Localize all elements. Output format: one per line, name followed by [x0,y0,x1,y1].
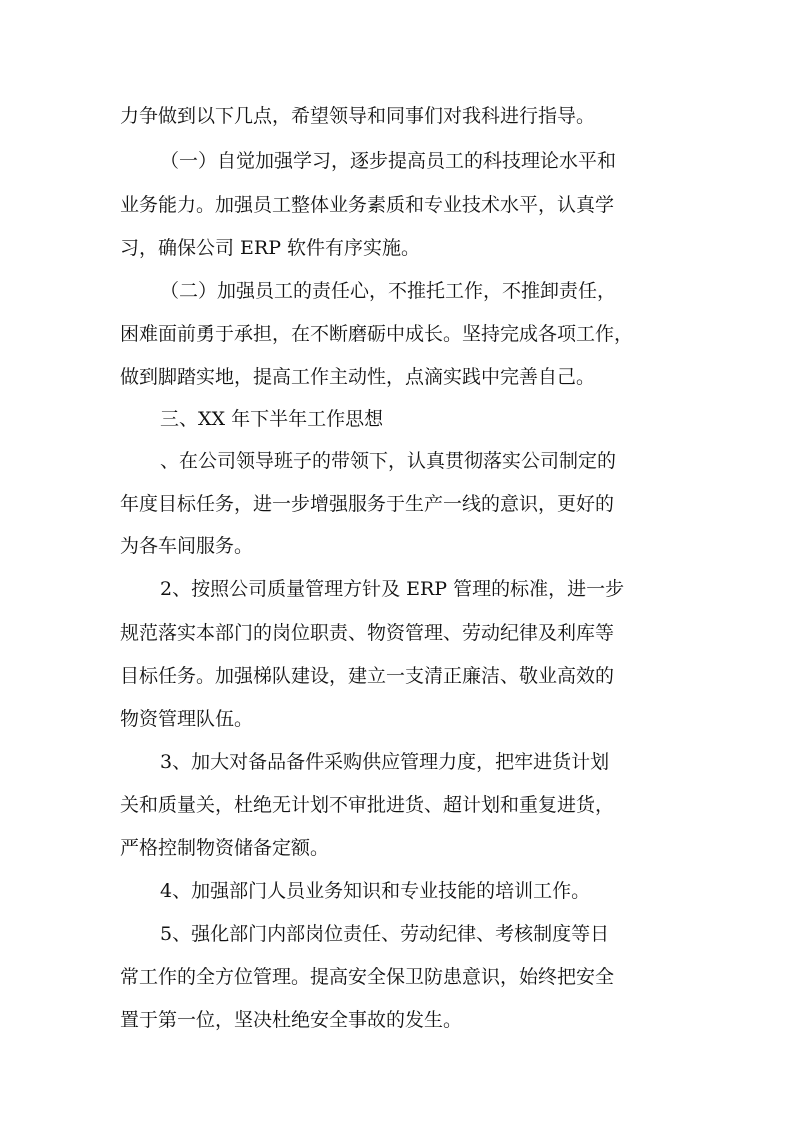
text-line: 、在公司领导班子的带领下，认真贯彻落实公司制定的 [160,450,617,472]
section-heading: 三、XX 年下半年工作思想 [160,408,384,430]
text-line: 3、加大对备品备件采购供应管理力度，把牢进货计划 [160,751,610,773]
text-line: 为各车间服务。 [120,535,254,557]
text-line: 习，确保公司 ERP 软件有序实施。 [120,237,421,259]
text-line: 业务能力。加强员工整体业务素质和专业技术水平，认真学 [120,194,615,216]
text-line: 置于第一位，坚决杜绝安全事故的发生。 [120,1009,463,1031]
text-line: 做到脚踏实地，提高工作主动性，点滴实践中完善自己。 [120,366,596,388]
text-line: 物资管理队伍。 [120,708,254,730]
text-line: 2、按照公司质量管理方针及 ERP 管理的标准，进一步 [160,578,625,600]
text-line: 困难面前勇于承担，在不断磨砺中成长。坚持完成各项工作， [120,323,634,345]
text-line: 力争做到以下几点，希望领导和同事们对我科进行指导。 [120,105,596,127]
text-line: 关和质量关，杜绝无计划不审批进货、超计划和重复进货， [120,794,615,816]
text-line: 严格控制物资储备定额。 [120,837,330,859]
text-line: 常工作的全方位管理。提高安全保卫防患意识，始终把安全 [120,966,615,988]
text-line: （一）自觉加强学习，逐步提高员工的科技理论水平和 [160,150,617,172]
text-line: 5、强化部门内部岗位责任、劳动纪律、考核制度等日 [160,923,610,945]
text-line: （二）加强员工的责任心，不推托工作，不推卸责任， [160,280,617,302]
text-line: 4、加强部门人员业务知识和专业技能的培训工作。 [160,880,591,902]
text-line: 规范落实本部门的岗位职责、物资管理、劳动纪律及利库等 [120,622,615,644]
text-line: 年度目标任务，进一步增强服务于生产一线的意识，更好的 [120,493,615,515]
text-line: 目标任务。加强梯队建设，建立一支清正廉洁、敬业高效的 [120,665,615,687]
